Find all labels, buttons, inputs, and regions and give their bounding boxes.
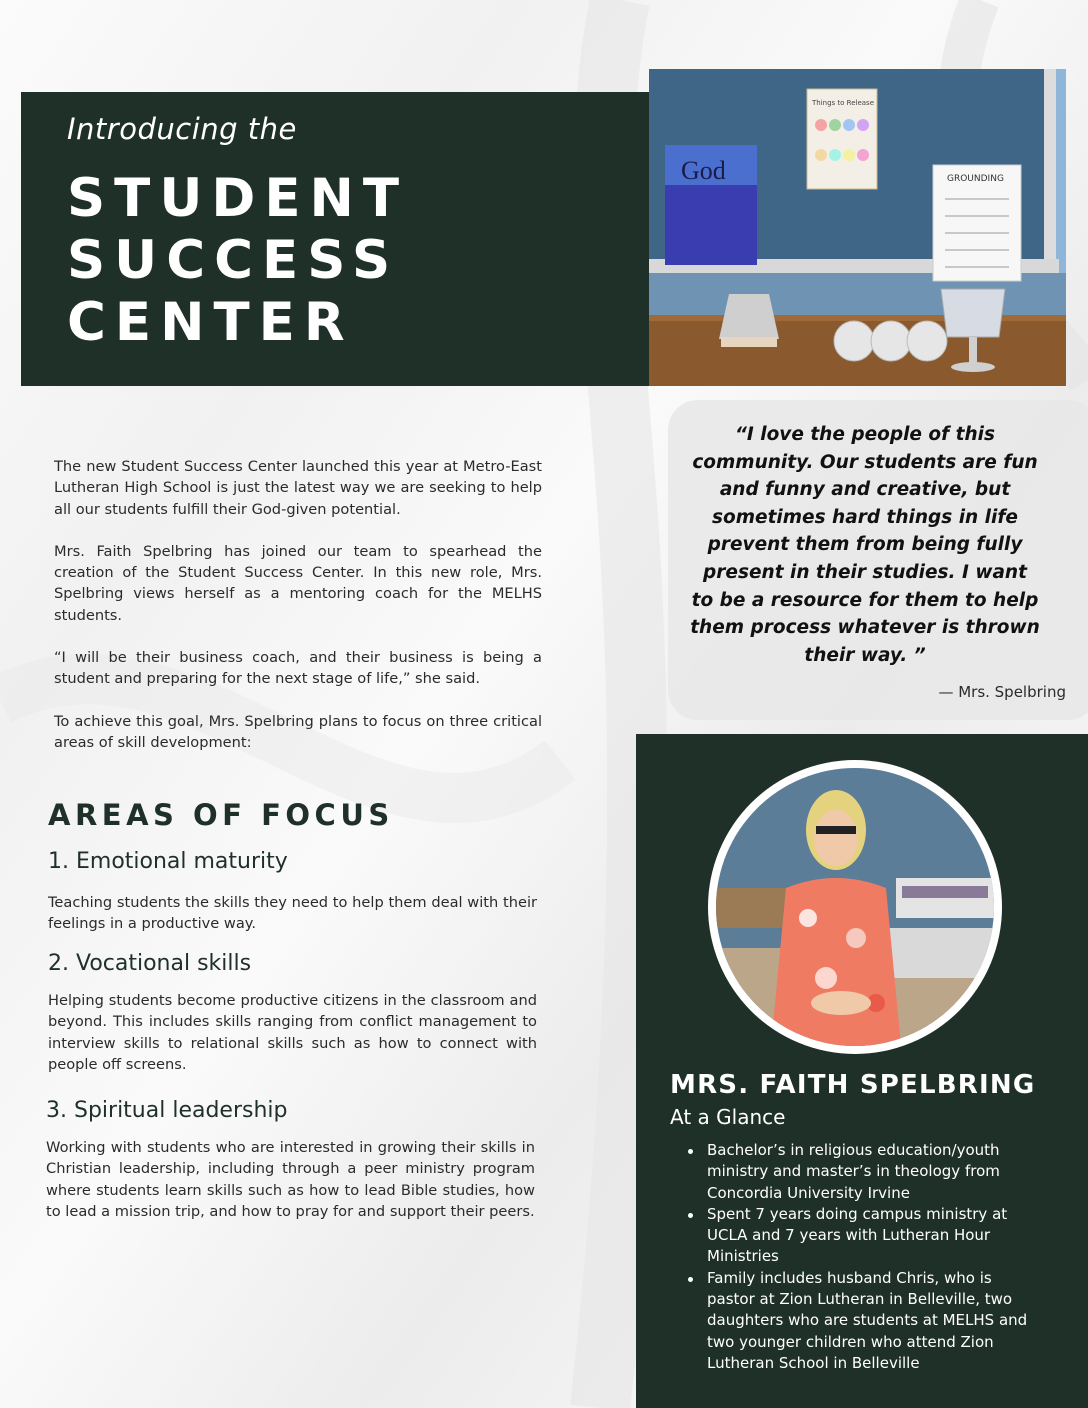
intro-paragraph: To achieve this goal, Mrs. Spelbring plans to focus on three critical areas of skill development: bbox=[54, 712, 542, 751]
profile-fact: Spent 7 years doing campus ministry at UCLA and 7 years with Lutheran Hour Ministries bbox=[686, 1204, 1036, 1268]
room-photo bbox=[649, 69, 1066, 386]
intro-paragraph: The new Student Success Center launched this year at Metro-East Lutheran High School is just the latest way we are seeking to help all our students fulfill their God-given potential. bbox=[54, 458, 542, 518]
profile-panel bbox=[636, 734, 1088, 1408]
title-block bbox=[21, 92, 653, 386]
focus-item-title: 2. Vocational skills bbox=[48, 951, 252, 976]
focus-item-title: 3. Spiritual leadership bbox=[46, 1098, 288, 1123]
intro-paragraph: Mrs. Faith Spelbring has joined our team to spearhead the creation of the Student Success Center. In this new role, Mrs. Spelbring views herself as a mentoring coach for the MELHS students. bbox=[54, 542, 542, 624]
room-card-god: God bbox=[681, 156, 726, 185]
focus-item-text: Helping students become productive citizens in the classroom and beyond. This includes skills ranging from conflict management to interview skills to relational skills such as how to connect with people off screens. bbox=[48, 992, 537, 1073]
intro-text bbox=[54, 456, 542, 774]
focus-item-text: Teaching students the skills they need to help them deal with their feelings in a productive way. bbox=[48, 894, 537, 933]
room-card-release: Things to Release bbox=[812, 99, 875, 107]
profile-facts-list bbox=[686, 1140, 1036, 1374]
title-line: SUCCESS bbox=[67, 230, 400, 291]
quote-text: “I love the people of this community. Our students are fun and funny and creative, but sometimes hard things in life prevent them from being fully present in their studies. I want to be a resource for them to help them process whatever is thrown their way. ” bbox=[690, 424, 1040, 666]
title-line: CENTER bbox=[67, 292, 354, 353]
profile-subtitle: At a Glance bbox=[670, 1105, 786, 1129]
portrait-photo bbox=[708, 760, 1002, 1054]
title-line: STUDENT bbox=[67, 168, 409, 229]
profile-fact: Bachelor’s in religious education/youth ministry and master’s in theology from Concordia University Irvine bbox=[686, 1140, 1036, 1204]
focus-heading: AREAS OF FOCUS bbox=[48, 798, 394, 832]
intro-label: Introducing the bbox=[67, 112, 297, 146]
focus-item-title: 1. Emotional maturity bbox=[48, 849, 288, 874]
focus-item-text: Working with students who are interested in growing their skills in Christian leadership, including through a peer ministry program where students learn skills such as how to lead Bible studies, how to lead a mission trip, and how to pray for and support their peers. bbox=[46, 1139, 535, 1220]
page-title bbox=[67, 168, 408, 354]
quote-attribution: — Mrs. Spelbring bbox=[938, 683, 1066, 701]
profile-name: MRS. FAITH SPELBRING bbox=[670, 1070, 1036, 1100]
room-card-grounding: GROUNDING bbox=[947, 174, 1004, 184]
profile-fact: Family includes husband Chris, who is pastor at Zion Lutheran in Belleville, two daughters who are students at MELHS and two younger children who attend Zion Lutheran School in Belleville bbox=[686, 1268, 1036, 1374]
intro-paragraph: “I will be their business coach, and their business is being a student and preparing for the next stage of life,” she said. bbox=[54, 649, 542, 688]
